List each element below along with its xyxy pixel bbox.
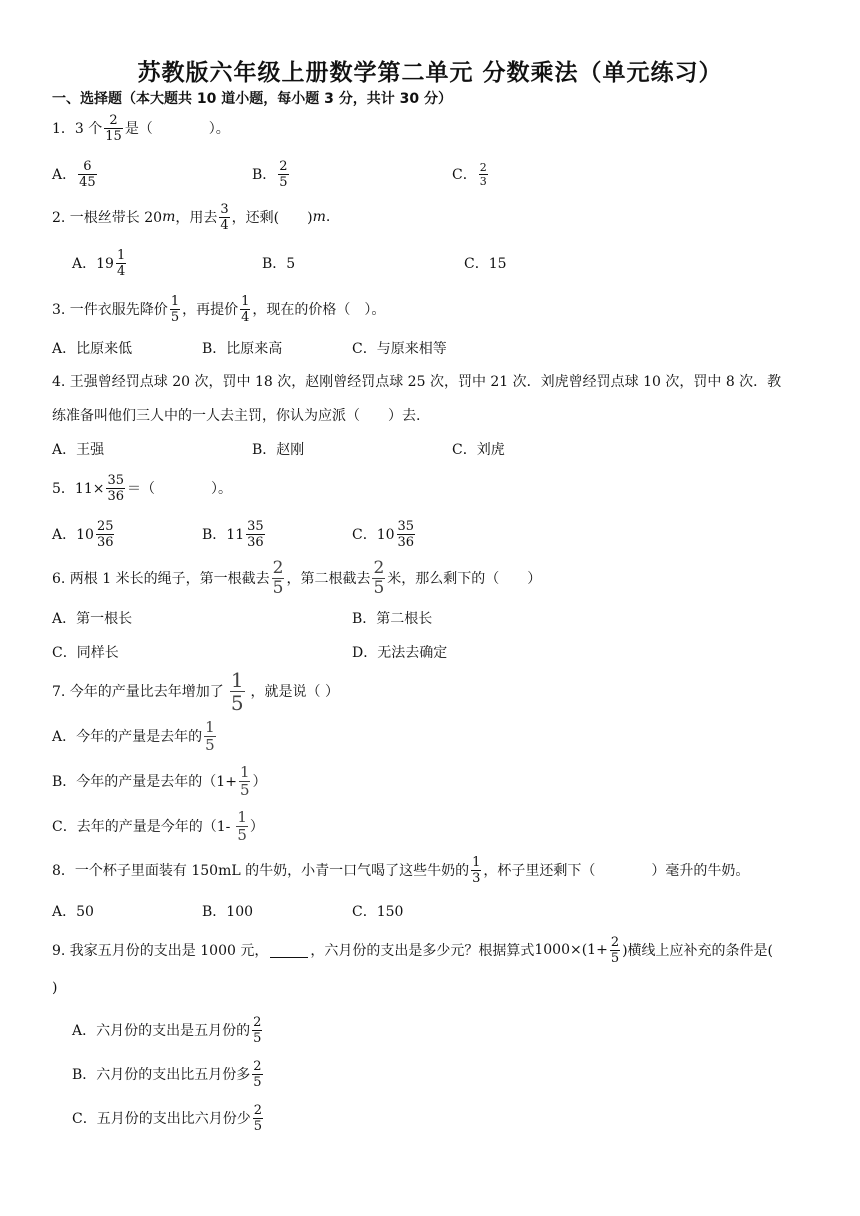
q7-option-c-end: ） — [249, 819, 264, 835]
q3-option-b[interactable]: B．比原来高 — [202, 341, 283, 357]
question-7 — [52, 667, 339, 715]
q7-fraction: $\frac{1}{5}$ — [230, 667, 244, 715]
question-9-line-2: ) — [52, 980, 58, 996]
q3-option-c[interactable]: C．与原来相等 — [352, 341, 447, 357]
q5-option-c[interactable] — [352, 516, 417, 552]
q6-fraction-2: $\frac{2}{5}$ — [373, 557, 385, 598]
q3-fraction-1: $\frac{1}{5}$ — [170, 293, 180, 325]
q7-option-c[interactable] — [52, 808, 264, 844]
question-4-line-1: 4. 王强曾经罚点球 20 次，罚中 18 次，赵刚曾经罚点球 25 次，罚中 21 次．刘虎曾经罚点球 10 次，罚中 8 次．教 — [52, 374, 782, 390]
q5-prefix: 5．11× — [52, 481, 105, 497]
question-8 — [52, 852, 749, 888]
q4-option-b[interactable]: B．赵刚 — [252, 442, 305, 458]
q9-option-a[interactable] — [72, 1012, 264, 1048]
q8-option-b[interactable]: B．100 — [202, 904, 254, 920]
q1-option-a-fraction: $\frac{6}{45}$ — [79, 158, 96, 190]
q9-option-a-fraction: $\frac{2}{5}$ — [253, 1014, 262, 1046]
q9-option-b-text: B．六月份的支出比五月份多 — [72, 1067, 251, 1083]
q7-option-c-text: C．去年的产量是今年的（1- — [52, 819, 231, 835]
q5-option-b-label: B．11 — [202, 527, 245, 543]
q6-option-d[interactable]: D．无法去确定 — [352, 645, 448, 661]
q7-option-a-text: A．今年的产量是去年的 — [52, 729, 203, 745]
q6-fraction-1: $\frac{2}{5}$ — [272, 557, 284, 598]
q1-option-b-fraction: $\frac{2}{5}$ — [279, 158, 288, 190]
q2-unit: m — [162, 209, 176, 225]
q9-option-c-text: C．五月份的支出比六月份少 — [72, 1111, 251, 1127]
page-title: 苏教版六年级上册数学第二单元 分数乘法（单元练习） — [137, 60, 723, 86]
q4-option-c[interactable]: C．刘虎 — [452, 442, 505, 458]
q5-option-b-fraction: $\frac{35}{36}$ — [247, 518, 264, 550]
q2-prefix: 2. 一根丝带长 20 — [52, 210, 163, 226]
q2-option-b[interactable]: B．5 — [262, 256, 296, 272]
q2-unit-2: m — [312, 209, 326, 225]
q1-option-c-fraction: $\frac{2}{3}$ — [479, 160, 487, 188]
q1-option-a[interactable] — [52, 156, 99, 192]
q6-option-c[interactable]: C．同样长 — [52, 645, 119, 661]
q5-fraction: $\frac{35}{36}$ — [107, 472, 124, 504]
q2-suffix: ，还剩( ) — [231, 210, 313, 226]
q1-prefix: 1．3 个 — [52, 121, 103, 137]
q8-prefix: 8．一个杯子里面装有 150mL 的牛奶，小青一口气喝了这些牛奶的 — [52, 863, 470, 879]
q3-option-a[interactable]: A．比原来低 — [52, 341, 133, 357]
q9-option-b[interactable] — [72, 1056, 265, 1092]
q7-prefix: 7. 今年的产量比去年增加了 — [52, 684, 224, 700]
q2-option-a-fraction: $\frac{1}{4}$ — [116, 247, 126, 279]
q9-option-c-fraction: $\frac{2}{5}$ — [253, 1102, 262, 1134]
q5-option-a[interactable] — [52, 516, 116, 552]
q9-middle: ，六月份的支出是多少元？根据算式 — [310, 943, 535, 959]
q3-prefix: 3. 一件衣服先降价 — [52, 302, 168, 318]
q9-answer-blank[interactable] — [270, 943, 308, 958]
q2-option-a[interactable] — [72, 245, 128, 281]
q9-fraction: $\frac{2}{5}$ — [610, 934, 620, 966]
q8-option-a[interactable]: A．50 — [52, 904, 94, 920]
q6-middle: ，第二根截去 — [286, 571, 371, 587]
q7-option-c-fraction: $\frac{1}{5}$ — [237, 807, 247, 844]
q7-option-b-text: B．今年的产量是去年的（1+ — [52, 774, 237, 790]
q1-option-c-label: C． — [452, 167, 477, 183]
q8-option-c[interactable]: C．150 — [352, 904, 404, 920]
q9-option-a-text: A．六月份的支出是五月份的 — [72, 1023, 251, 1039]
q9-option-c[interactable] — [72, 1100, 265, 1136]
q1-suffix: 是（ ）。 — [124, 121, 230, 137]
q5-option-c-label: C．10 — [352, 527, 395, 543]
q9-prefix: 9. 我家五月份的支出是 1000 元， — [52, 943, 269, 959]
q5-option-c-fraction: $\frac{35}{36}$ — [397, 518, 415, 550]
q7-suffix: ，就是说（ ） — [250, 684, 339, 700]
q1-option-b[interactable] — [252, 156, 291, 192]
question-5 — [52, 470, 232, 506]
q2-middle: ，用去 — [175, 210, 218, 226]
q6-suffix: 米，那么剩下的（ ） — [387, 571, 542, 587]
q5-option-a-fraction: $\frac{25}{36}$ — [96, 518, 114, 550]
q2-option-c[interactable]: C．15 — [464, 256, 507, 272]
q6-prefix: 6. 两根 1 米长的绳子，第一根截去 — [52, 571, 270, 587]
q8-fraction: $\frac{1}{3}$ — [472, 854, 481, 886]
q1-option-a-label: A． — [52, 167, 77, 183]
q7-option-b[interactable] — [52, 763, 266, 799]
q2-option-a-label: A．19 — [72, 256, 114, 272]
question-1 — [52, 110, 230, 146]
question-6 — [52, 557, 542, 598]
section-heading: 一、选择题（本大题共 10 道小题，每小题 3 分，共计 30 分） — [52, 91, 452, 107]
q1-option-b-label: B． — [252, 167, 277, 183]
q5-suffix: ＝（ ）。 — [127, 481, 232, 497]
q5-option-a-label: A．10 — [52, 527, 94, 543]
q7-option-a[interactable] — [52, 718, 218, 754]
q6-option-b[interactable]: B．第二根长 — [352, 611, 433, 627]
q9-suffix: )横线上应补充的条件是( — [622, 943, 774, 959]
question-2 — [52, 199, 330, 235]
q1-fraction: $\frac{2}{15}$ — [105, 112, 122, 144]
q9-option-b-fraction: $\frac{2}{5}$ — [253, 1058, 262, 1090]
question-3 — [52, 291, 385, 327]
q8-suffix: ，杯子里还剩下（ ）毫升的牛奶。 — [483, 863, 750, 879]
q3-fraction-2: $\frac{1}{4}$ — [241, 293, 250, 325]
question-4-line-2: 练准备叫他们三人中的一人去主罚，你认为应派（ ）去. — [52, 408, 421, 424]
q6-option-a[interactable]: A．第一根长 — [52, 611, 133, 627]
q7-option-b-fraction: $\frac{1}{5}$ — [239, 762, 250, 799]
q9-expression: 1000×(1+ — [534, 942, 608, 958]
q4-option-a[interactable]: A．王强 — [52, 442, 105, 458]
q2-end: . — [325, 209, 331, 225]
q7-option-a-fraction: $\frac{1}{5}$ — [205, 717, 215, 754]
q1-option-c[interactable] — [452, 156, 490, 192]
q7-option-b-end: ） — [252, 774, 267, 790]
q5-option-b[interactable] — [202, 516, 267, 552]
question-9-line-1 — [52, 932, 773, 968]
q2-fraction: $\frac{3}{4}$ — [220, 201, 229, 233]
q3-suffix: ，现在的价格（ ）。 — [252, 302, 386, 318]
q3-middle: ，再提价 — [182, 302, 239, 318]
